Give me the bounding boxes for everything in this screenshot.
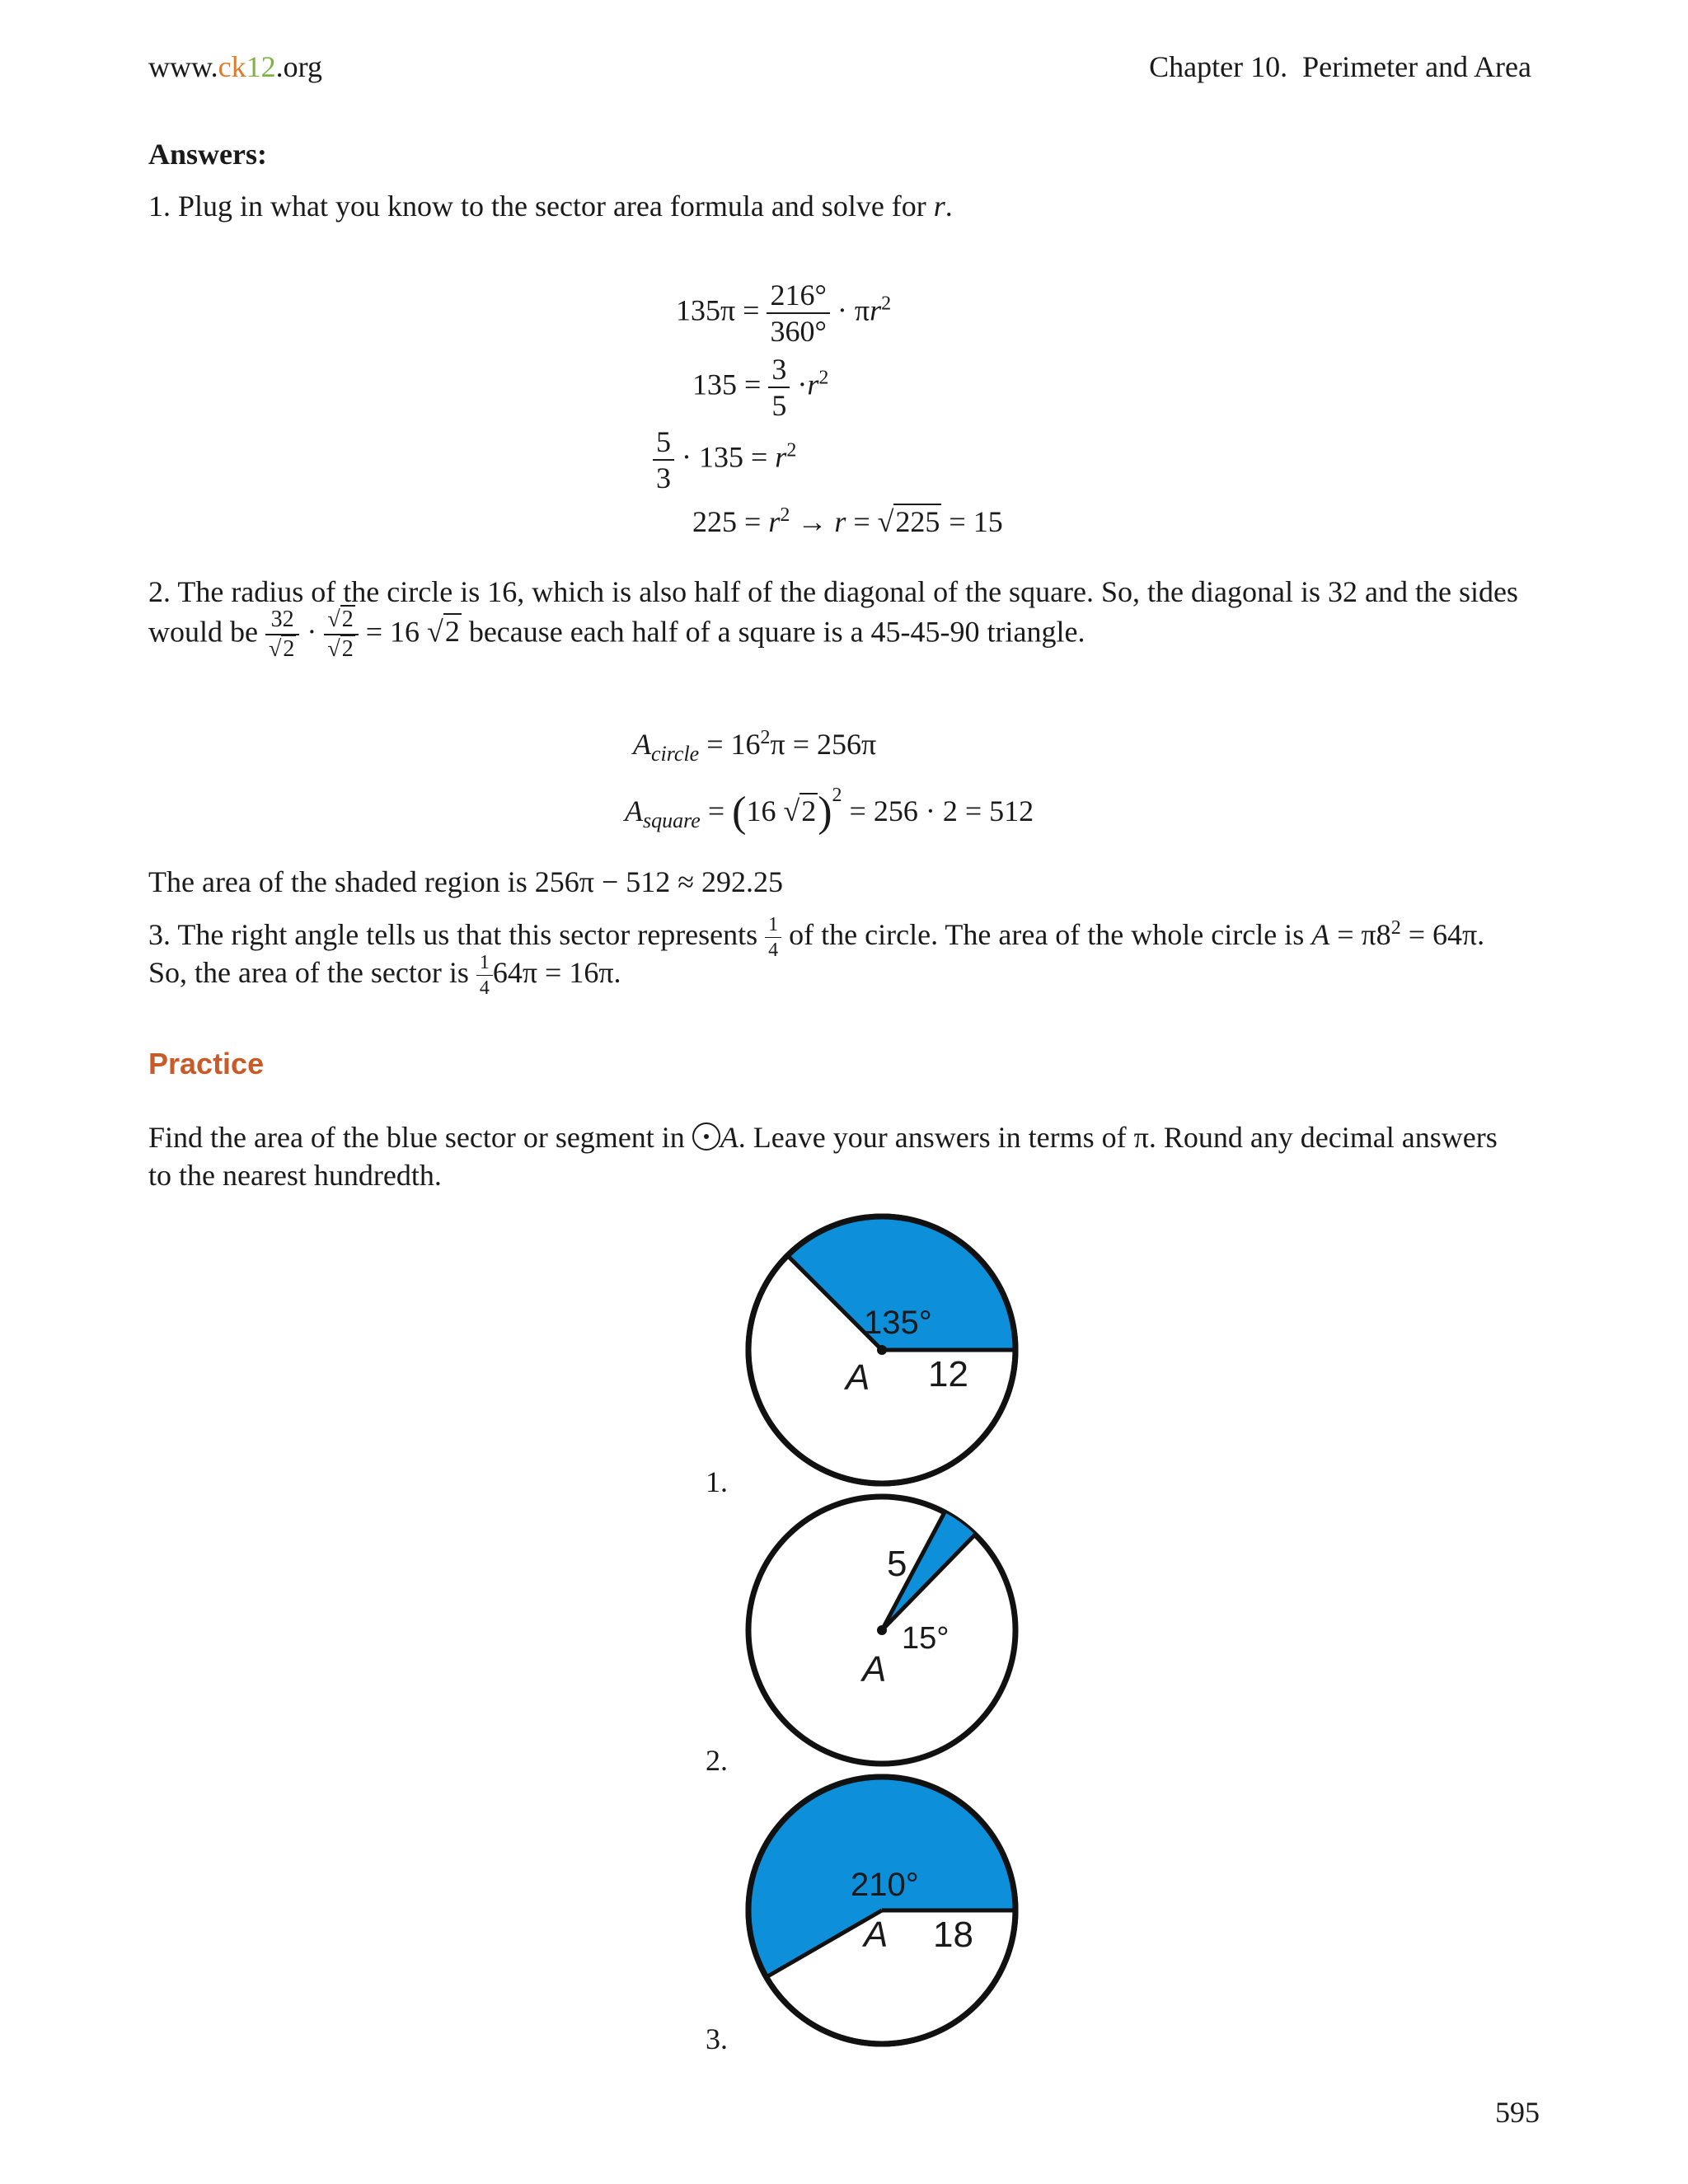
answer-2-line2: would be $\frac{32}{√2}$ · $\frac{√2}{√2}$ = 16 √2 because each half of a square is a 45-45-90 triangle. <box>148 607 1085 662</box>
figure-2 <box>742 1490 1022 1770</box>
eq2-square: $A_{square} = (16$ √2)$^2$ = 256 · 2 = 512 <box>625 785 1034 836</box>
answer-2-f1-den-val: 2 <box>283 636 295 662</box>
answer-3-g: 64π = 16π. <box>492 955 621 989</box>
eq1-l1-rhs: · π <box>837 293 870 327</box>
answer-1-var: r <box>933 190 945 223</box>
answer-2-frac2 <box>324 608 358 661</box>
site-num: 12 <box>246 50 276 83</box>
eq1-l1-exp: 2 <box>881 293 892 315</box>
sector-diagram-1 <box>742 1210 1022 1490</box>
center-dot-2 <box>877 1625 887 1635</box>
practice-text-b: A <box>720 1121 738 1154</box>
answer-2-eq16: = 16 <box>365 615 420 649</box>
eq1-l1-frac <box>767 280 829 346</box>
answer-2-f2-num-val: 2 <box>341 607 354 632</box>
answer-1-text <box>148 188 953 224</box>
angle-label-2: 15° <box>902 1621 950 1656</box>
problem-number-1: 1. <box>706 1465 728 1498</box>
answer-3-e: = 64π. <box>1408 917 1485 951</box>
shaded-region-text: The area of the shaded region is 256π − 512 ≈ 292.25 <box>148 865 784 898</box>
answer-2-frac1 <box>265 608 299 661</box>
eq1-l3-r: r <box>775 440 787 474</box>
eq1-l4-r2: r <box>834 505 846 538</box>
answer-1-b: . <box>945 190 953 223</box>
answer-3-quarter-den: 4 <box>768 940 779 961</box>
eq1-l4-eq: = <box>853 505 870 538</box>
answer-3-quarter2-num: 1 <box>476 953 493 976</box>
eq1-line2 <box>692 354 828 420</box>
eq2-circle <box>633 727 877 766</box>
eq1-l3-mid: · 135 = <box>682 440 768 474</box>
site-url[interactable] <box>148 49 322 84</box>
eq1-line1 <box>676 280 891 346</box>
eq2-square-root: 2 <box>801 794 817 827</box>
eq1-l4-r: r <box>768 505 781 538</box>
eq1-l4-root: 225 <box>895 505 940 538</box>
answer-2-root2: 2 <box>444 615 460 649</box>
eq1-l1-r: r <box>870 293 882 327</box>
answer-3-exp: 2 <box>1390 916 1401 939</box>
eq2-circle-rhs-b: π = 256π <box>770 728 877 761</box>
eq1-l3-den: 3 <box>656 462 671 494</box>
practice-instructions-line1 <box>148 1119 1498 1155</box>
chapter-header <box>1149 49 1531 84</box>
site-ck: ck <box>218 50 246 83</box>
center-label-3: A <box>864 1915 889 1955</box>
eq1-l4-lhs: 225 = <box>692 505 762 538</box>
eq1-l4-rhs: = 15 <box>949 505 1003 538</box>
eq2-square-rhs: = 256 · 2 = 512 <box>849 794 1034 827</box>
practice-text-a: Find the area of the blue sector or segment in <box>148 1121 685 1154</box>
eq1-l2-lhs: 135 = <box>692 368 762 401</box>
answer-2-line1: 2. The radius of the circle is 16, which is also half of the diagonal of the square. So, the diagonal is 32 and the sides <box>148 575 1518 608</box>
answer-3-quarter-num: 1 <box>765 915 781 938</box>
eq2-circle-A: A <box>633 728 651 761</box>
chapter-number: Chapter 10. <box>1149 50 1288 83</box>
page-number: 595 <box>1495 2096 1540 2129</box>
answer-3-quarter2 <box>476 953 493 998</box>
sector-diagram-2 <box>742 1490 1022 1770</box>
eq1-line3 <box>653 427 796 493</box>
eq2-square-sub: square <box>643 808 701 833</box>
center-label-2: A <box>862 1649 887 1690</box>
eq1-l1-den: 360° <box>770 315 827 348</box>
answer-3-quarter2-den: 4 <box>479 977 490 999</box>
answer-1-a: 1. Plug in what you know to the sector area formula and solve for <box>148 190 934 223</box>
angle-label-1: 135° <box>864 1305 932 1341</box>
eq1-l4-exp: 2 <box>780 504 790 526</box>
eq1-l2-rhs: · <box>797 368 808 401</box>
eq1-l2-exp: 2 <box>818 367 829 389</box>
answer-2-f1-num: 32 <box>265 608 299 635</box>
answer-2-f1-den: √2 <box>268 636 295 662</box>
answer-2-f2-den: √2 <box>327 636 354 662</box>
answer-3-d: = π8 <box>1337 917 1391 951</box>
center-label-1: A <box>846 1357 870 1398</box>
angle-label-3: 210° <box>851 1867 919 1903</box>
eq1-l3-frac <box>653 427 674 493</box>
eq1-l2-r: r <box>807 368 819 401</box>
answer-3-b: of the circle. The area of the whole circle is <box>789 917 1305 951</box>
figure-1 <box>742 1210 1022 1490</box>
practice-heading: Practice <box>148 1047 265 1080</box>
answers-heading: Answers: <box>148 138 267 171</box>
answer-2-would-be: would be <box>148 615 258 649</box>
answer-3-quarter <box>765 915 781 960</box>
eq2-lparen: ( <box>732 789 747 836</box>
practice-text-c: . Leave your answers in terms of π. Round any decimal answers <box>738 1121 1498 1154</box>
problem-number-3: 3. <box>706 2022 728 2055</box>
answer-2-f2-den-val: 2 <box>341 636 354 662</box>
chapter-title: Perimeter and Area <box>1302 50 1531 83</box>
eq2-square-exp: 2 <box>832 785 842 806</box>
eq2-circle-exp: 2 <box>760 727 771 748</box>
answer-2-dot: · <box>307 615 317 649</box>
eq1-l2-frac <box>768 354 790 420</box>
eq2-circle-rhs-a: = 16 <box>706 728 761 761</box>
practice-instructions-line2: to the nearest hundredth. <box>148 1159 442 1192</box>
site-suffix: .org <box>275 50 322 83</box>
eq1-l1-num: 216° <box>767 280 829 314</box>
answer-2-rest: because each half of a square is a 45-45-90 triangle. <box>468 615 1085 649</box>
eq2-square-inner: 16 <box>746 794 776 827</box>
eq2-circle-sub: circle <box>651 742 700 766</box>
side-label-2: 5 <box>887 1544 907 1584</box>
site-prefix: www. <box>148 50 218 83</box>
side-label-1: 12 <box>928 1354 968 1394</box>
eq1-l3-num: 5 <box>653 427 674 461</box>
circle-dot-icon <box>692 1122 720 1151</box>
eq1-l3-exp: 2 <box>786 439 797 462</box>
figure-3 <box>742 1770 1022 2050</box>
answer-3-c: A <box>1311 917 1330 951</box>
answer-3-f: So, the area of the sector is <box>148 955 469 989</box>
eq1-l4-arrow: → <box>797 505 828 538</box>
eq1-l2-num: 3 <box>768 354 790 388</box>
answer-2-f2-num: √2 <box>324 608 358 635</box>
eq1-line4: $225 = r^2 \to r = √225 = 15$ <box>692 504 1003 538</box>
problem-number-2: 2. <box>706 1744 728 1777</box>
eq2-square-A: A <box>625 794 643 827</box>
sector-diagram-3 <box>742 1770 1022 2050</box>
eq2-square-eq: = <box>707 794 725 827</box>
answer-3-a: 3. The right angle tells us that this sector represents <box>148 917 758 951</box>
side-label-3: 18 <box>933 1915 973 1955</box>
eq1-l2-den: 5 <box>771 389 787 422</box>
answer-3-line2 <box>148 953 621 998</box>
eq2-rparen: ) <box>818 789 832 836</box>
center-dot-1 <box>877 1345 887 1355</box>
eq1-l1-lhs: 135π = <box>676 293 760 327</box>
